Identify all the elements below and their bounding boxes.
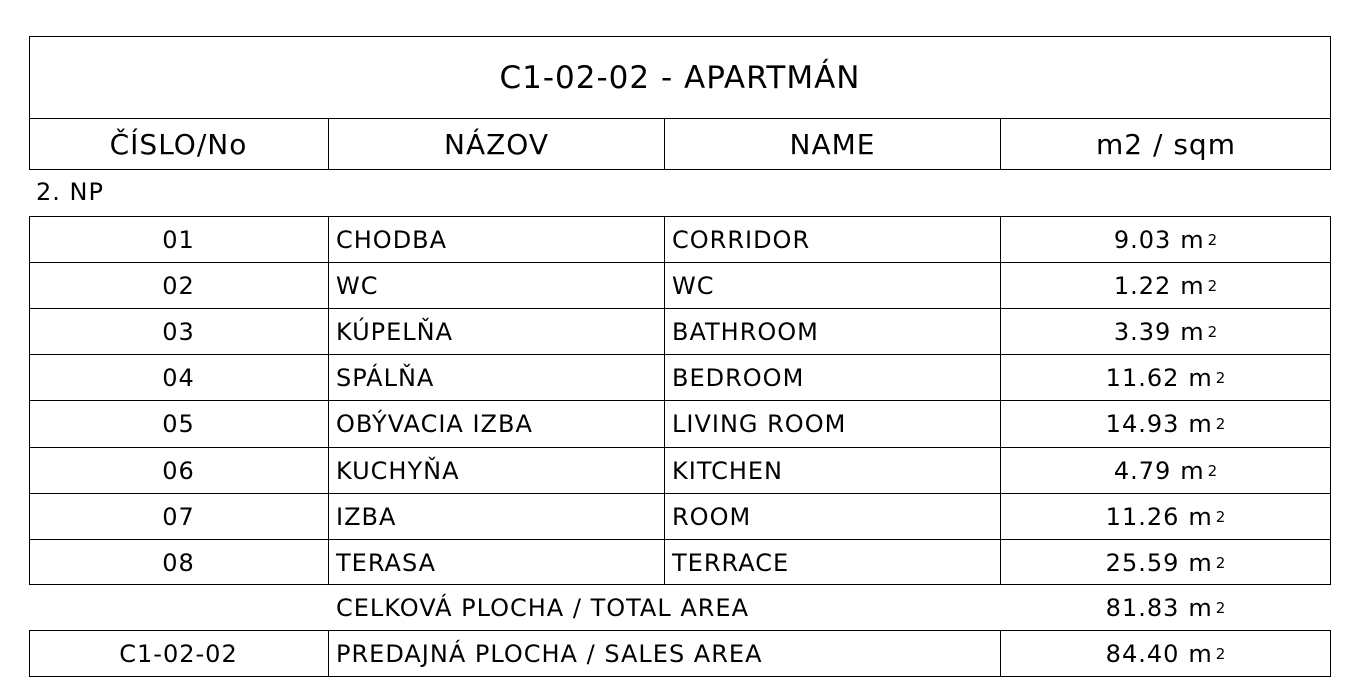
room-area-unit: m bbox=[1188, 364, 1213, 392]
room-area-unit: m bbox=[1180, 318, 1205, 346]
room-area-unit: m bbox=[1188, 410, 1213, 438]
room-area: 4.79 m 2 bbox=[1113, 457, 1219, 485]
room-number: 01 bbox=[162, 226, 195, 254]
schedule-title: C1-02-02 - APARTMÁN bbox=[499, 60, 861, 96]
room-name-sk: WC bbox=[336, 272, 379, 300]
room-name-en: KITCHEN bbox=[672, 457, 783, 485]
floor-label: 2. NP bbox=[36, 178, 104, 206]
total-area-label: CELKOVÁ PLOCHA / TOTAL AREA bbox=[336, 594, 750, 622]
header-name-sk: NÁZOV bbox=[444, 128, 549, 161]
room-area-unit: m bbox=[1188, 503, 1213, 531]
room-area-value: 1.22 bbox=[1113, 272, 1172, 300]
room-area: 3.39 m 2 bbox=[1113, 318, 1219, 346]
room-number: 08 bbox=[162, 549, 195, 577]
sales-area-number: C1-02-02 bbox=[119, 640, 238, 668]
room-number: 04 bbox=[162, 364, 195, 392]
room-area-value: 25.59 bbox=[1105, 549, 1180, 577]
room-area-unit: m bbox=[1188, 549, 1213, 577]
room-name-en: LIVING ROOM bbox=[672, 410, 847, 438]
room-name-en: TERRACE bbox=[672, 549, 790, 577]
room-name-en: BEDROOM bbox=[672, 364, 805, 392]
room-area-value: 11.62 bbox=[1105, 364, 1180, 392]
room-area-value: 9.03 bbox=[1113, 226, 1172, 254]
sales-area-number-value: 84.40 bbox=[1105, 640, 1180, 668]
room-area-unit: m bbox=[1180, 226, 1205, 254]
room-area-unit: m bbox=[1180, 457, 1205, 485]
room-name-sk: SPÁLŇA bbox=[336, 364, 435, 392]
room-area: 25.59 m 2 bbox=[1105, 549, 1227, 577]
room-name-en: BATHROOM bbox=[672, 318, 819, 346]
room-name-sk: OBÝVACIA IZBA bbox=[336, 410, 533, 438]
sales-area-label: PREDAJNÁ PLOCHA / SALES AREA bbox=[336, 640, 763, 668]
room-area: 1.22 m 2 bbox=[1113, 272, 1219, 300]
room-number: 07 bbox=[162, 503, 195, 531]
header-number: ČÍSLO/No bbox=[109, 128, 248, 161]
header-area: m2 / sqm bbox=[1096, 128, 1236, 161]
room-area-value: 3.39 bbox=[1113, 318, 1172, 346]
room-area: 11.62 m 2 bbox=[1105, 364, 1227, 392]
sales-area-value: 84.40 m 2 bbox=[1105, 640, 1227, 668]
room-name-en: CORRIDOR bbox=[672, 226, 811, 254]
total-area-unit: m bbox=[1188, 594, 1213, 622]
room-name-sk: IZBA bbox=[336, 503, 397, 531]
room-number: 03 bbox=[162, 318, 195, 346]
room-name-en: ROOM bbox=[672, 503, 752, 531]
room-area: 9.03 m 2 bbox=[1113, 226, 1219, 254]
room-name-en: WC bbox=[672, 272, 715, 300]
room-area-value: 11.26 bbox=[1105, 503, 1180, 531]
room-area-value: 4.79 bbox=[1113, 457, 1172, 485]
room-number: 06 bbox=[162, 457, 195, 485]
room-area-unit: m bbox=[1180, 272, 1205, 300]
room-number: 02 bbox=[162, 272, 195, 300]
room-name-sk: KÚPELŇA bbox=[336, 318, 454, 346]
sales-area-unit: m bbox=[1188, 640, 1213, 668]
room-name-sk: CHODBA bbox=[336, 226, 448, 254]
room-area: 14.93 m 2 bbox=[1105, 410, 1227, 438]
room-name-sk: KUCHYŇA bbox=[336, 457, 460, 485]
room-number: 05 bbox=[162, 410, 195, 438]
room-name-sk: TERASA bbox=[336, 549, 437, 577]
header-name-en: NAME bbox=[789, 128, 876, 161]
room-area: 11.26 m 2 bbox=[1105, 503, 1227, 531]
room-area-value: 14.93 bbox=[1105, 410, 1180, 438]
total-area-number: 81.83 bbox=[1105, 594, 1180, 622]
total-area-value: 81.83 m 2 bbox=[1105, 594, 1227, 622]
